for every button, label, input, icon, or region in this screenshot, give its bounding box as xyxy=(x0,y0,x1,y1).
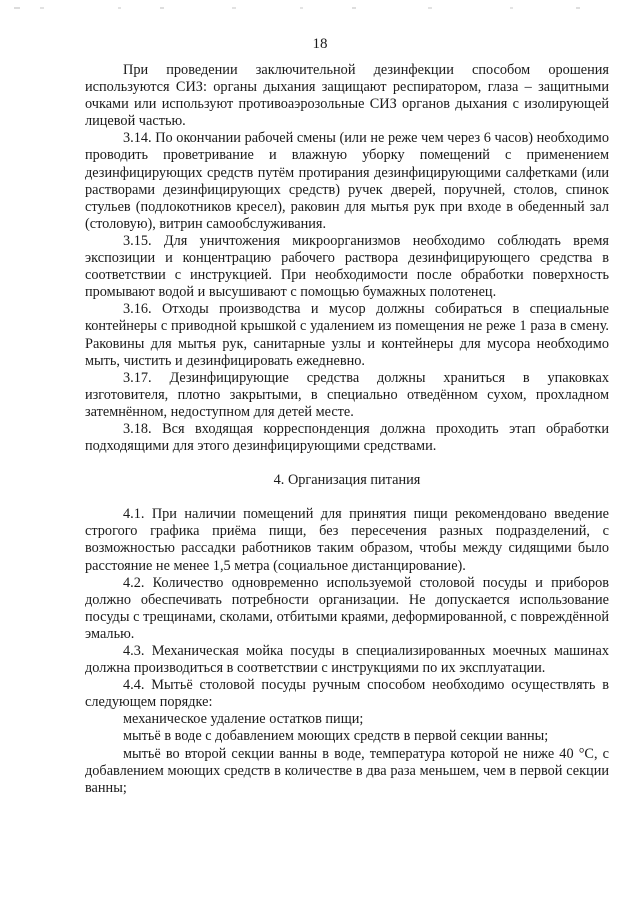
paragraph-3-17: 3.17. Дезинфицирующие средства должны храниться в упаковках изготовителя, плотно закрытыми, в специально отведённом сухом, прохладном затемнённом, недоступном для детей месте. xyxy=(85,369,609,420)
paragraph-4-2: 4.2. Количество одновременно используемой столовой посуды и приборов должно обеспечивать потребности организации. Не допускается использование посуды с трещинами, сколами, отбитыми краями, деформированной, с повреждённой эмалью. xyxy=(85,574,609,642)
paragraph-4-3: 4.3. Механическая мойка посуды в специализированных моечных машинах должна производиться в соответствии с инструкциями по их эксплуатации. xyxy=(85,643,609,677)
paragraph-3-15: 3.15. Для уничтожения микроорганизмов необходимо соблюдать время экспозиции и концентрацию рабочего раствора дезинфицирующего средства в соответствии с инструкцией. При необходимости после обработки поверхность промывают водой и высушивают с помощью бумажных полотенец. xyxy=(85,232,609,301)
paragraph-3-16: 3.16. Отходы производства и мусор должны собираться в специальные контейнеры с приводной крышкой с удалением из помещения не реже 1 раза в смену. Раковины для мытья рук, санитарные узлы и контейнеры для мусора необходимо мыть, чистить и дезинфицировать ежедневно. xyxy=(85,301,609,369)
list-item-food-removal: механическое удаление остатков пищи; xyxy=(123,711,364,728)
list-item-first-section-wash: мытьё в воде с добавлением моющих средств в первой секции ванны; xyxy=(123,728,549,745)
page-number: 18 xyxy=(312,36,328,52)
section-heading: 4. Организация питания xyxy=(273,472,421,489)
document-body xyxy=(85,62,609,797)
paragraph-3-18: 3.18. Вся входящая корреспонденция должна проходить этап обработки подходящими для этого дезинфицирующими средствами. xyxy=(85,420,609,455)
paragraph-disinfection-ppe: При проведении заключительной дезинфекции способом орошения используются СИЗ: органы дыхания защищают респиратором, глаза – защитными очками или используют противоаэрозольные СИЗ органов дыхания с изолирующей лицевой частью. xyxy=(85,62,609,130)
paragraph-3-14: 3.14. По окончании рабочей смены (или не реже чем через 6 часов) необходимо проводить проветривание и влажную уборку помещений с применением дезинфицирующих средств путём протирания дезинфицирующими салфетками (или растворами дезинфицирующих средств) ручек дверей, поручней, столов, спинок стульев (подлокотников кресел), раковин для мытья рук при входе в обеденный зал (столовую), витрин самообслуживания. xyxy=(85,130,609,232)
scan-edge-marks xyxy=(0,6,640,10)
list-item-second-section-wash: мытьё во второй секции ванны в воде, температура которой не ниже 40 °С, с добавлением моющих средств в количестве в два раза меньшем, чем в первой секции ванны; xyxy=(85,745,609,796)
paragraph-4-1: 4.1. При наличии помещений для принятия пищи рекомендовано введение строгого графика приёма пищи, без пересечения разных подразделений, с возможностью рассадки работников таким образом, чтобы между сидящими было расстояние не менее 1,5 метра (социальное дистанцирование). xyxy=(85,506,609,574)
paragraph-4-4: 4.4. Мытьё столовой посуды ручным способом необходимо осуществлять в следующем порядке: xyxy=(85,677,609,711)
